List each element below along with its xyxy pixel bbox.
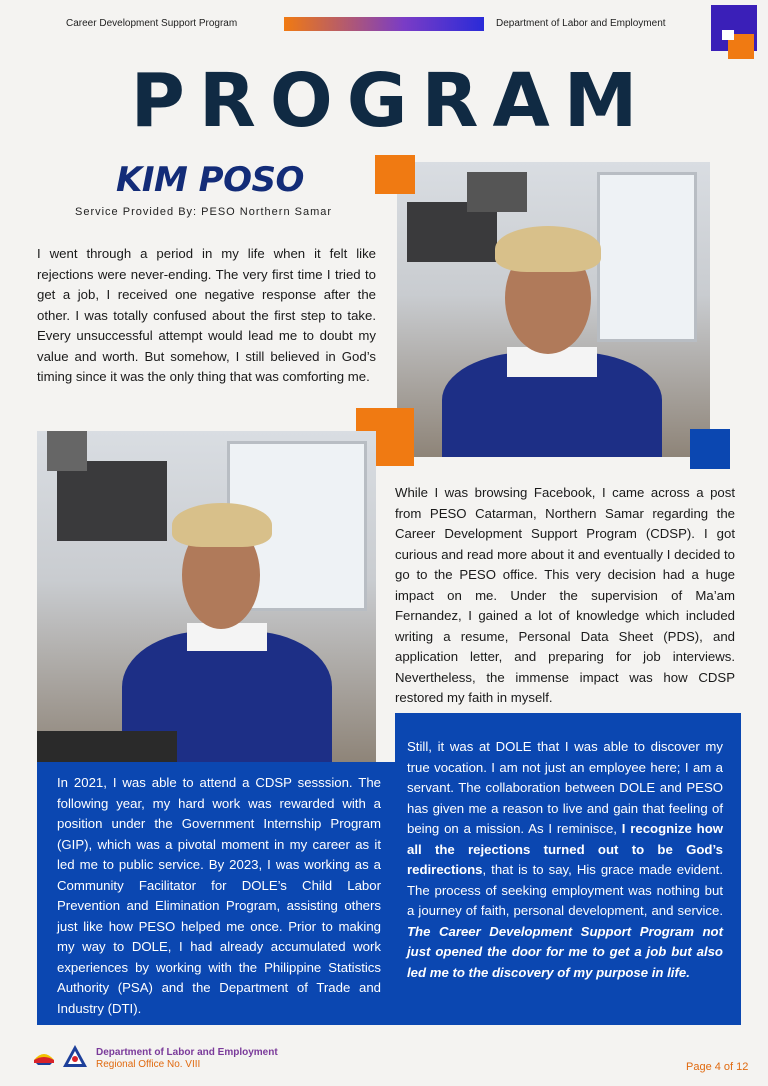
footer-logos: [32, 1044, 92, 1068]
header-gradient-bar: [284, 17, 484, 31]
shelf-shape: [467, 172, 527, 212]
photo-speaking: [397, 162, 710, 457]
photo-at-desk: [37, 431, 376, 763]
paragraph-3-emphasis: I recognize how all the rejections turned out to be God’s redirections: [407, 821, 724, 877]
desk-shape: [37, 731, 177, 763]
story-paragraph-3: [407, 737, 723, 983]
hair-shape: [495, 226, 601, 272]
footer-organization: Department of Labor and Employment: [96, 1047, 278, 1058]
header-program-name: Career Development Support Program: [66, 18, 238, 29]
story-paragraph-2: While I was browsing Facebook, I came across a post from PESO Catarman, Northern Samar regarding the Career Development Support Program (CDSP). I got curious and read more about it and eventually I decided to go to the PESO office. This very decision had a huge impact on me. Under the supervision of Ma’am Fernandez, I gained a lot of knowledge which included writing a resume, Personal Data Sheet (PDS), and application letter, and preparing for job interviews. Nevertheless, the immense impact was how CDSP restored my faith in myself.: [395, 485, 735, 705]
header-department-name: Department of Labor and Employment: [496, 18, 666, 29]
paragraph-3-middle: , that is to say, His grace made evident. The process of seeking employment was nothing but a journey of faith, personal development, and service.: [407, 862, 723, 918]
person-name: KIM POSO: [116, 160, 304, 200]
window-shape: [597, 172, 697, 342]
orange-accent-square: [375, 155, 415, 194]
hair-shape: [172, 503, 272, 547]
dole-logo-icon: [62, 1044, 88, 1068]
corner-white-square: [722, 30, 734, 40]
page-title: PROGRAM: [130, 58, 652, 144]
footer-regional-office: Regional Office No. VIII: [96, 1059, 201, 1070]
service-provider: Service Provided By: PESO Northern Samar: [75, 206, 333, 218]
page-number: Page 4 of 12: [686, 1061, 749, 1073]
lamp-shape: [47, 431, 87, 471]
blue-accent-square: [690, 429, 730, 469]
story-paragraph-4: In 2021, I was able to attend a CDSP sesssion. The following year, my hard work was rewarded with a position under the Government Internship Program (GIP), which was a pivotal moment in my career as it led me to public service. By 2023, I was working as a Community Facilitator for DOLE’s Child Labor Prevention and Elimination Program, assisting others just like how PESO helped me once. Prior to making my way to DOLE, I had already accumulated work experiences by working with the Philippine Statistics Authority (PSA) and the Department of Trade and Industry (DTI).: [57, 775, 381, 1016]
printer-shape: [57, 461, 167, 541]
story-paragraph-1: I went through a period in my life when it felt like rejections were never-ending. The very first time I tried to get a job, I received one negative response after the other. I was totally confused about the first step to take. Every unsuccessful attempt would lead me to doubt my value and worth. But somehow, I still believed in God’s timing since it was the only thing that was comforting me.: [37, 246, 376, 384]
bagong-pilipinas-logo-icon: [32, 1046, 56, 1066]
paragraph-3-closing: The Career Development Support Program not just opened the door for me to get a job but also led me to the discovery of my purpose in life.: [407, 923, 723, 980]
paragraph-3-intro: Still, it was at DOLE that I was able to discover my true vocation. I am not just an employee here; I am a servant. The collaboration between DOLE and PESO has given me a reason to live and gain that feeling of being on a mission. As I reminisce,: [407, 739, 723, 836]
